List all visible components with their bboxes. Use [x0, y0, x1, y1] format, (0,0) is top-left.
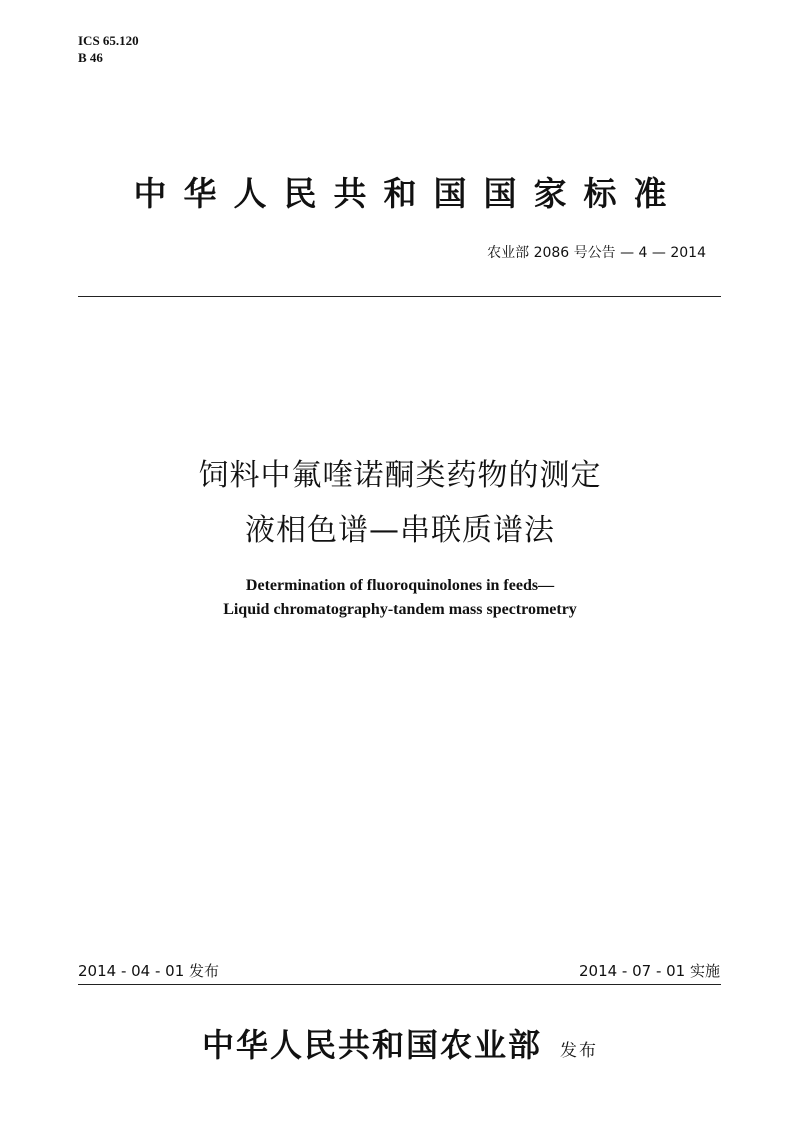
- top-divider: [78, 296, 721, 297]
- classification-codes: [78, 32, 139, 66]
- document-title-en-line2: Liquid chromatography-tandem mass spectrometry: [223, 601, 577, 618]
- issuer-suffix: 发布: [560, 1041, 598, 1061]
- ics-code: ICS 65.120: [78, 33, 139, 48]
- bottom-divider: [78, 984, 721, 985]
- issuer-line: [0, 1020, 800, 1066]
- issuer-name: 中华人民共和国农业部: [201, 1026, 542, 1064]
- ccs-code: B 46: [78, 50, 103, 65]
- document-title-cn-line1: 饲料中氟喹诺酮类药物的测定: [198, 458, 602, 493]
- issue-date: 2014 - 04 - 01 发布: [78, 962, 220, 980]
- document-title-en-line1: Determination of fluoroquinolones in feeds—: [245, 577, 555, 594]
- implementation-date: 2014 - 07 - 01 实施: [578, 962, 720, 980]
- document-title-cn-line2: 液相色谱—串联质谱法: [245, 513, 555, 548]
- national-standard-title: 中华人民共和国国家标准: [133, 174, 684, 213]
- standard-number: 农业部 2086 号公告 — 4 — 2014: [487, 245, 706, 261]
